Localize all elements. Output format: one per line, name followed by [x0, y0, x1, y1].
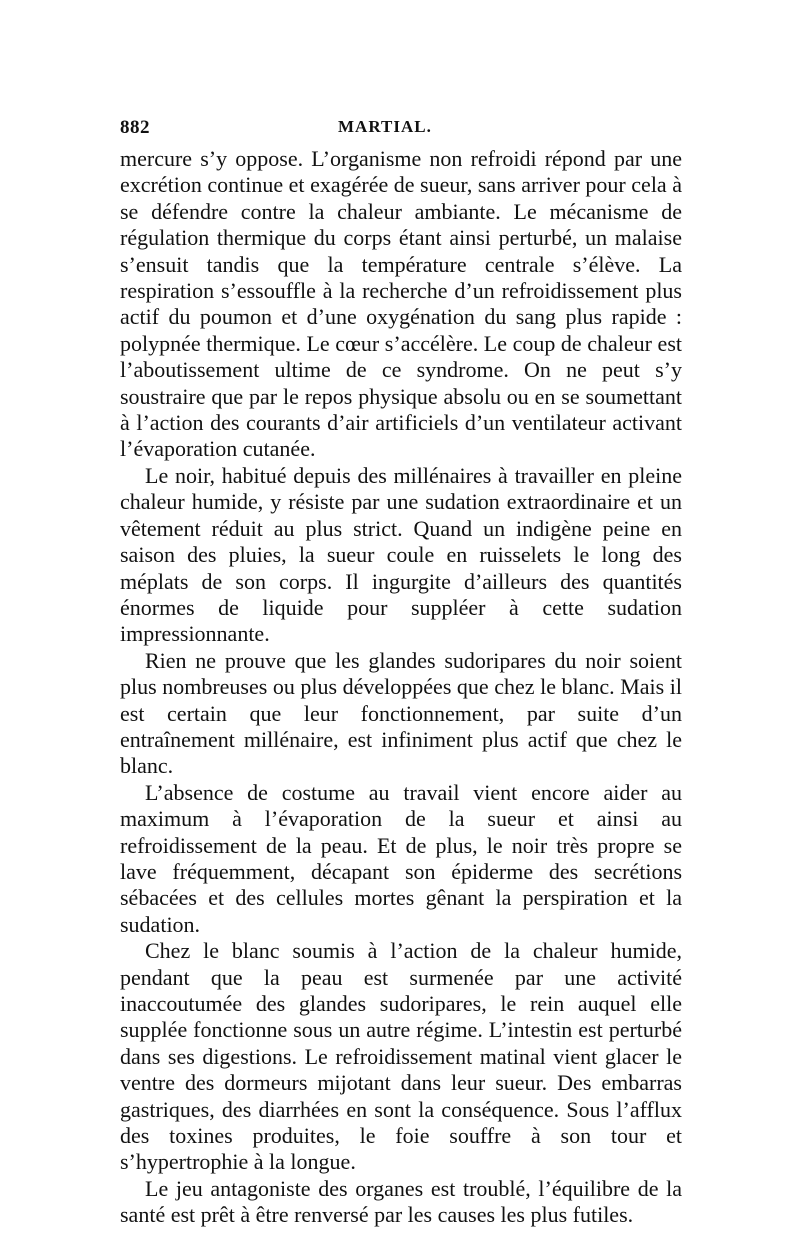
paragraph-absence-costume: L’absence de costume au travail vient encore aider au maximum à l’évaporation de la sueur et ainsi au refroidissement de la peau. Et de plus, le noir très propre se lave fréquemment, décapant son épiderme des secrétions sébacées et des cellules mortes gênant la perspiration et la sudation.: [120, 779, 682, 937]
paragraph-noir-sudation: Le noir, habitué depuis des millénaires à travailler en pleine chaleur humide, y résiste par une sudation extraordinaire et un vêtement réduit au plus strict. Quand un indigène peine en saison des pluies, la sueur coule en ruisselets le long des méplats de son corps. Il ingurgite d’ailleurs des quantités énormes de liquide pour suppléer à cette sudation impressionnante.: [120, 462, 682, 647]
paragraph-chez-le-blanc: Chez le blanc soumis à l’action de la chaleur humide, pendant que la peau est surmenée par une activité inaccoutumée des glandes sudoripares, le rein auquel elle supplée fonctionne sous un autre régime. L’intestin est perturbé dans ses digestions. Le refroidissement matinal vient glacer le ventre des dormeurs mijotant dans leur sueur. Des embarras gastriques, des diarrhées en sont la conséquence. Sous l’afflux des toxines produites, le foie souffre à son tour et s’hypertrophie à la longue.: [120, 938, 682, 1175]
page-number: 882: [120, 117, 150, 138]
paragraph-glandes-sudoripares: Rien ne prouve que les glandes sudoripares du noir soient plus nombreuses ou plus développées que chez le blanc. Mais il est certain que leur fonctionnement, par suite d’un entraînement millénaire, est infiniment plus actif que chez le blanc.: [120, 647, 682, 779]
body-text: [120, 146, 682, 1229]
running-title: MARTIAL.: [338, 117, 432, 136]
page-header: [120, 117, 682, 139]
paragraph-jeu-antagoniste: Le jeu antagoniste des organes est troublé, l’équilibre de la santé est prêt à être renversé par les causes les plus futiles.: [120, 1175, 682, 1228]
paragraph-continuation: mercure s’y oppose. L’organisme non refroidi répond par une excrétion continue et exagérée de sueur, sans arriver pour cela à se défendre contre la chaleur ambiante. Le mécanisme de régulation thermique du corps étant ainsi perturbé, un malaise s’ensuit tandis que la température centrale s’élève. La respiration s’essouffle à la recherche d’un refroidissement plus actif du poumon et d’une oxygénation du sang plus rapide : polypnée thermique. Le cœur s’accélère. Le coup de chaleur est l’aboutissement ultime de ce syndrome. On ne peut s’y soustraire que par le repos physique absolu ou en se soumettant à l’action des courants d’air artificiels d’un ventilateur activant l’évaporation cutanée.: [120, 146, 682, 462]
